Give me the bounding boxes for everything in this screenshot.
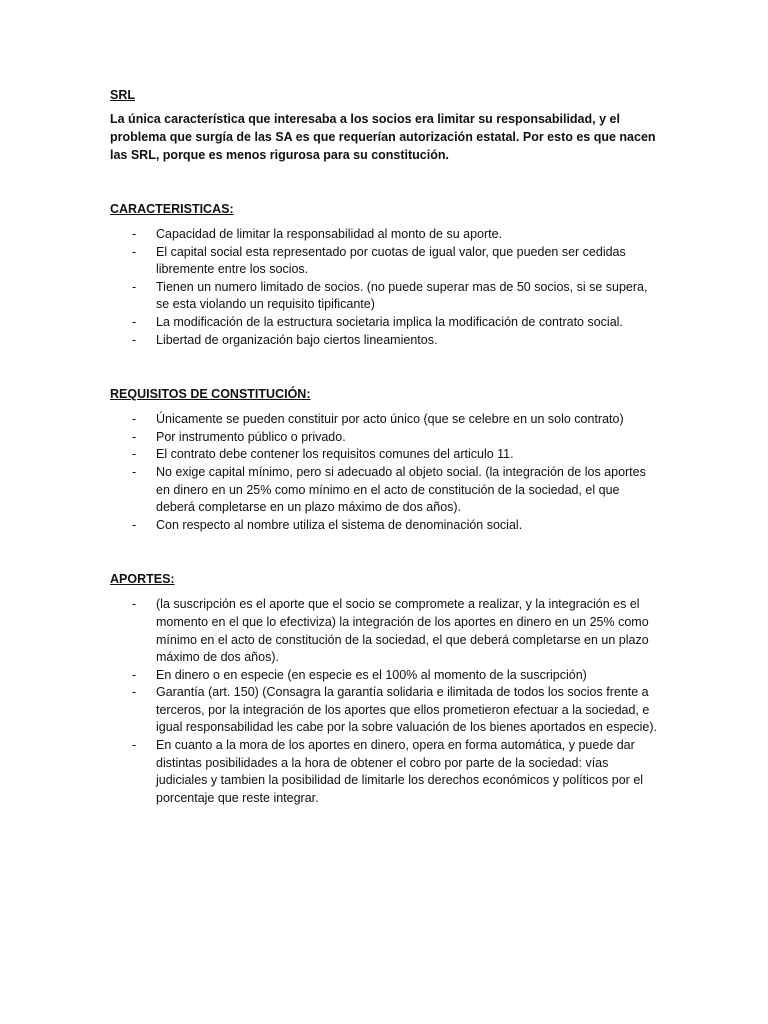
document-title: SRL [110, 88, 135, 102]
bullet-dash: - [132, 667, 137, 682]
bullet-dash: - [132, 279, 137, 294]
document-page [110, 86, 658, 807]
section-heading: CARACTERISTICAS: [110, 202, 234, 216]
list-item [110, 446, 658, 464]
section-heading: REQUISITOS DE CONSTITUCIÓN: [110, 387, 311, 402]
list-item [110, 596, 658, 666]
list-item-text: La modificación de la estructura societaria implica la modificación de contrato social. [156, 314, 623, 329]
section-heading: APORTES: [110, 572, 175, 587]
bullet-dash: - [132, 517, 137, 532]
list-item [110, 517, 658, 535]
list-item [110, 314, 658, 332]
list-item-text: En cuanto a la mora de los aportes en dinero, opera en forma automática, y puede dar distintas posibilidades a la hora de obtener el cobro por parte de la sociedad: vías judiciales y tambien la posibilidad de limitarle los derechos económicos y políticos por el porcentaje que reste integrar. [156, 738, 644, 805]
bullet-list [110, 411, 658, 534]
list-item-text: Únicamente se pueden constituir por acto único (que se celebre en un solo contrato) [156, 412, 624, 427]
bullet-list [110, 226, 658, 349]
list-item [110, 411, 658, 429]
bullet-dash: - [132, 244, 137, 259]
bullet-dash: - [132, 314, 137, 329]
list-item [110, 226, 658, 244]
list-item [110, 429, 658, 447]
section-requisitos [110, 385, 658, 534]
list-item [110, 464, 658, 517]
bullet-dash: - [132, 412, 137, 427]
bullet-dash: - [132, 464, 137, 479]
list-item-text: Por instrumento público o privado. [156, 429, 346, 444]
list-item-text: Libertad de organización bajo ciertos lineamientos. [156, 332, 438, 347]
list-item-text: No exige capital mínimo, pero si adecuado al objeto social. (la integración de los aportes en dinero en un 25% como mínimo en el acto de constitución de la sociedad, el que deberá completarse en un plazo máximo de dos años). [156, 464, 646, 515]
bullet-dash: - [132, 685, 137, 700]
section-aportes [110, 570, 658, 807]
list-item [110, 684, 658, 737]
list-item-text: En dinero o en especie (en especie es el 100% al momento de la suscripción) [156, 667, 587, 682]
list-item [110, 737, 658, 807]
bullet-dash: - [132, 738, 137, 753]
list-item-text: Tienen un numero limitado de socios. (no puede superar mas de 50 socios, si se supera, se esta violando un requisito tipificante) [156, 279, 648, 312]
bullet-list [110, 596, 658, 807]
list-item [110, 244, 658, 279]
bullet-dash: - [132, 597, 137, 612]
bullet-dash: - [132, 227, 137, 241]
bullet-dash: - [132, 429, 137, 444]
intro-paragraph: La única característica que interesaba a los socios era limitar su responsabilidad, y el problema que surgía de las SA es que requerían autorización estatal. Por esto es que nacen las SRL, porque es menos rigurosa para su constitución. [110, 112, 656, 162]
bullet-dash: - [132, 447, 137, 462]
list-item [110, 332, 658, 350]
list-item [110, 667, 658, 685]
list-item-text: (la suscripción es el aporte que el socio se compromete a realizar, y la integración es el momento en el que lo efectiviza) la integración de los aportes en dinero en un 25% como mínimo en el acto de constitución de la sociedad, el que deberá completarse en un plazo máximo de dos años). [156, 597, 649, 665]
section-caracteristicas [110, 200, 658, 349]
list-item-text: Capacidad de limitar la responsabilidad al monto de su aporte. [156, 227, 503, 241]
list-item-text: Con respecto al nombre utiliza el sistema de denominación social. [156, 517, 523, 532]
list-item-text: El capital social esta representado por cuotas de igual valor, que pueden ser cedidas libremente entre los socios. [156, 244, 626, 277]
list-item [110, 279, 658, 314]
list-item-text: El contrato debe contener los requisitos comunes del articulo 11. [156, 447, 514, 462]
list-item-text: Garantía (art. 150) (Consagra la garantía solidaria e ilimitada de todos los socios frente a terceros, por la integración de los aportes que ellos prometieron efectuar a la sociedad, e igual responsabilidad les cabe por la sobre valuación de los bienes aportados en especie). [156, 685, 658, 735]
bullet-dash: - [132, 332, 137, 347]
